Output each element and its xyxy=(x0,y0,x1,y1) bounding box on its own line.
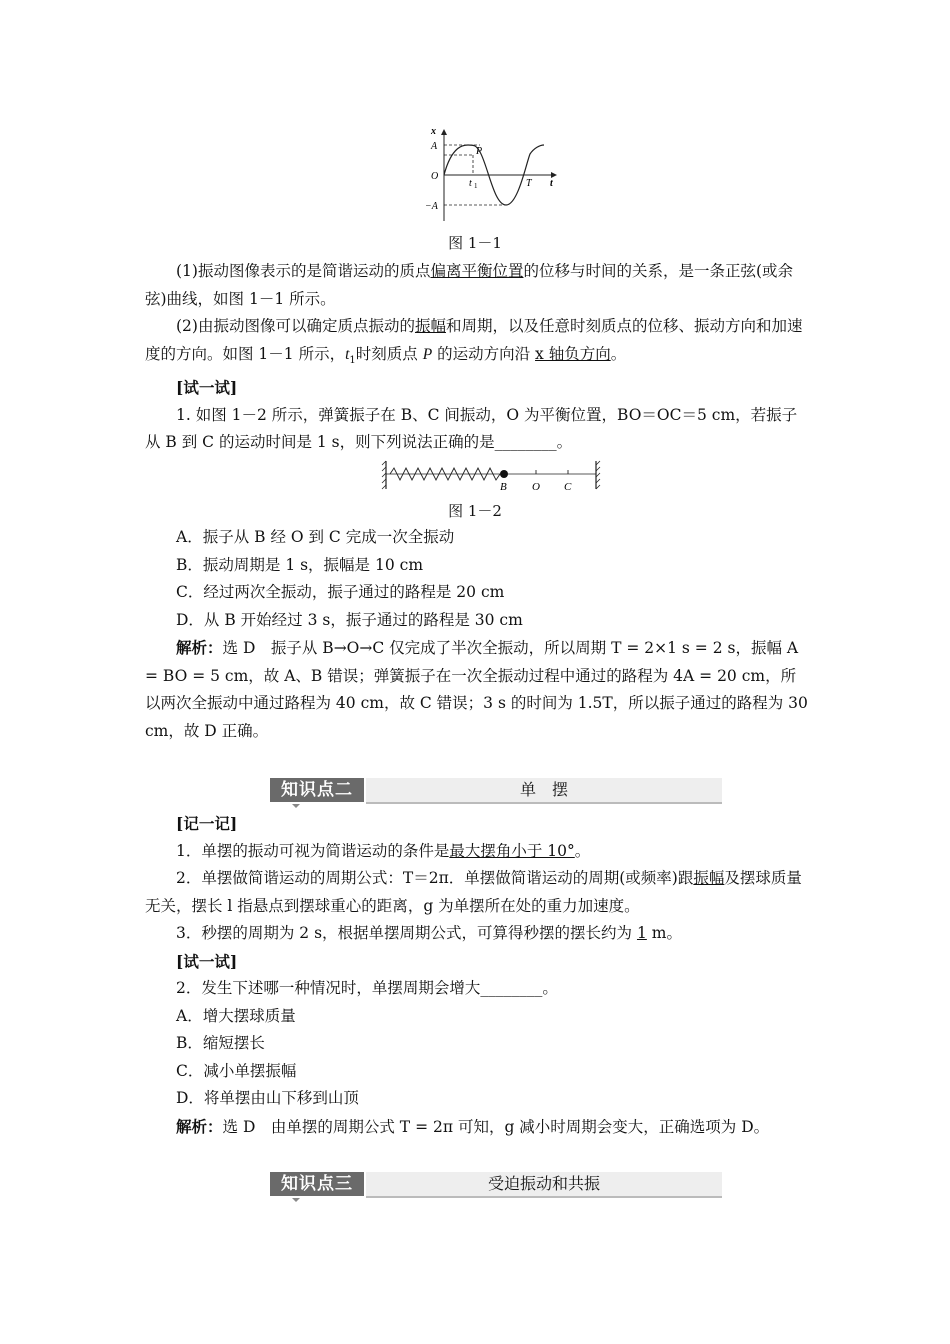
remember-label: [记一记] xyxy=(176,814,238,833)
left-wall-hatch xyxy=(382,461,386,489)
label-T: T xyxy=(526,178,532,189)
try-label-2: [试一试] xyxy=(176,951,238,971)
label-t: t xyxy=(550,178,553,189)
q2-option-a: A．增大摆球质量 xyxy=(176,1006,296,1025)
q1-option-d: D．从 B 开始经过 3 s，振子通过的路程是 30 cm xyxy=(176,610,523,629)
label-C: C xyxy=(564,481,572,493)
label-t1: t xyxy=(469,178,472,189)
question-1: 1. 如图 1－2 所示，弹簧振子在 B、C 间振动，O 为平衡位置，BO＝OC＝5 cm，若振子从 B 到 C 的运动时间是 1 s，则下列说法正确的是________。 xyxy=(145,405,798,452)
label-x: x xyxy=(431,126,436,137)
section1-text xyxy=(145,258,810,457)
label-A: A xyxy=(431,141,438,152)
knowledge-point-3-banner xyxy=(270,1170,722,1200)
label-O: O xyxy=(431,171,439,182)
knowledge-point-2-banner xyxy=(270,776,722,806)
q1-answer: 解析：选 D 振子从 B→O→C 仅完成了半次全振动，所以周期 T = 2×1 s = 2 s，振幅 A = BO = 5 cm，故 A、B 错误；弹簧振子在一次全振动过程中通过的路程为 4A = 20 cm，所以两次全振动中通过路程为 40 cm，故 C 错误；3 s 的时间为 1.5T，所以振子通过的路程为 30 cm，故 D 正确。 xyxy=(145,638,808,740)
banner3-tag: 知识点三 xyxy=(270,1172,364,1196)
spring-oscillator-figure xyxy=(378,458,604,496)
q1-option-a: A．振子从 B 经 O 到 C 完成一次全振动 xyxy=(176,528,455,546)
label-neg-A: −A xyxy=(425,201,438,212)
banner3-title: 受迫振动和共振 xyxy=(366,1172,722,1198)
banner2-title: 单 摆 xyxy=(366,778,722,804)
label-t1-sub: 1 xyxy=(474,182,478,190)
banner2-pointer xyxy=(292,804,300,808)
q2-option-d: D．将单摆由山下移到山顶 xyxy=(176,1089,359,1107)
banner2-tag: 知识点二 xyxy=(270,778,364,802)
rule-2: 2．单摆做简谐运动的周期公式：T＝2π．单摆做简谐运动的周期(或频率)跟振幅及摆球质量无关，摆长 l 指悬点到摆球重心的距离，g 为单摆所在处的重力加速度。 xyxy=(145,869,802,915)
paragraph-2: (2)由振动图像可以确定质点振动的振幅和周期，以及任意时刻质点的位移、振动方向和加速度的方向。如图 1－1 所示，$t_1$时刻质点 P 的运动方向沿 x 轴负方向。 xyxy=(145,317,803,366)
rule-3: 3．秒摆的周期为 2 s，根据单摆周期公式，可算得秒摆的摆长约为 1 m。 xyxy=(176,924,682,942)
label-B: B xyxy=(500,481,507,493)
q1-option-c: C．经过两次全振动，振子通过的路程是 20 cm xyxy=(176,583,505,601)
q2-answer: 解析：选 D 由单摆的周期公式 T = 2π 可知，g 减小时周期会变大，正确选项为 D。 xyxy=(176,1116,770,1136)
figure2-caption: 图 1－2 xyxy=(448,502,502,520)
try-label-1: [试一试] xyxy=(176,378,238,398)
oscillator-ball xyxy=(500,470,508,478)
question-2: 2．发生下述哪一种情况时，单摆周期会增大________。 xyxy=(176,979,558,997)
figure1-caption: 图 1－1 xyxy=(448,234,502,252)
q2-option-b: B．缩短摆长 xyxy=(176,1034,265,1052)
question1-options xyxy=(145,524,810,745)
section2-text xyxy=(145,810,810,1141)
label-O-fig2: O xyxy=(532,481,540,493)
q1-option-b: B．振动周期是 1 s，振幅是 10 cm xyxy=(176,555,424,574)
label-P: P xyxy=(476,146,483,157)
vibration-graph-figure xyxy=(422,124,562,224)
banner3-pointer xyxy=(292,1198,300,1202)
paragraph-1: (1)振动图像表示的是简谐运动的质点偏离平衡位置的位移与时间的关系，是一条正弦(或余弦)曲线，如图 1－1 所示。 xyxy=(145,262,794,308)
rule-1: 1．单摆的振动可视为简谐运动的条件是最大摆角小于 10°。 xyxy=(176,841,591,860)
q2-option-c: C．减小单摆振幅 xyxy=(176,1061,297,1080)
